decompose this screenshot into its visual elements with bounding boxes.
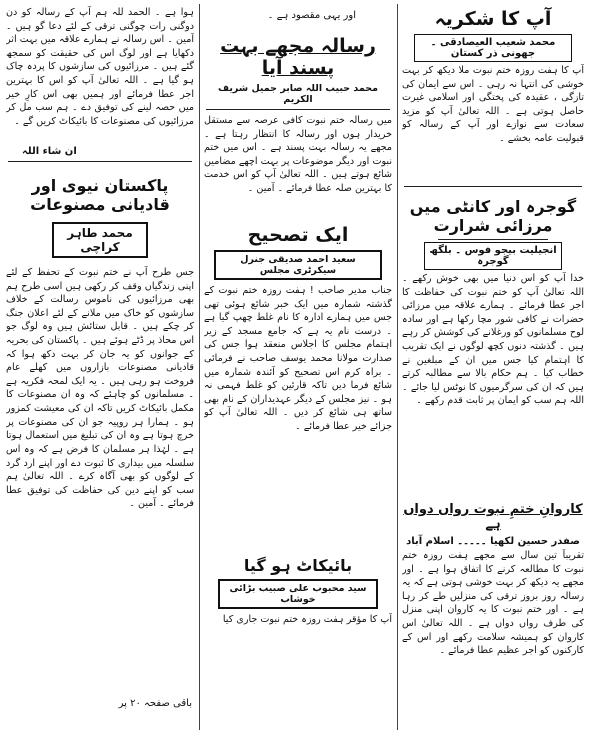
gojra-heading: گوجرہ اور کانٹی میں مرزائی شرارت [409,197,577,235]
gojra-body: خدا آپ کو اس دنیا میں بھی خوش رکھے ۔ اللہ تعالیٰ آپ کو ختم نبوت کی حفاظت کا اجر عطا فرمائے ۔ ہمارے علاقہ میں مرزائی حضرات نے کافی شور مچا رکھا ہے اور سادہ لوح مسلمانوں کو ورغلانے کی کوشش کر رہے ہیں ۔ گذشتہ دنوں کچھ لوگوں نے ایک تقریب کا اہتمام کیا جس میں ان کے مبلغین نے خطاب کیا ۔ ہم حکام بالا سے مطالبہ کرتے ہیں کہ ان کی سرگرمیوں کا نوٹس لیا جائے ۔ اللہ ہم سب کو ایمان پر ثابت قدم رکھے ۔ [402,273,584,407]
middle-column [200,0,396,733]
products-body: جس طرح آپ نے ختم نبوت کے تحفظ کے لئے اپنی زندگیاں وقف کر رکھی ہیں اسی طرح ہم بھی مرزائیوں کی ناموس رسالت کے خلاف سازشوں کو خاک میں ملانے کے لئے اعلان جنگ کر چکے ہیں ۔ قابل ستائش ہیں وہ لوگ جو اس محاذ پر ڈٹے ہوئے ہیں ۔ پاکستان کی بحریہ کے جوانوں کو یہ جان کر بہت دکھ ہوا کہ قادیانی مصنوعات بازاروں میں کھلے عام فروخت ہو رہی ہیں ۔ یہ ایک لمحہ فکریہ ہے ۔ مسلمانوں کو چاہئے کہ وہ ان مصنوعات کا مکمل بائیکاٹ کریں تاکہ ان کی معیشت کمزور ہو ۔ ہمارا ہر روپیہ جو ان کی مصنوعات پر خرچ ہوتا ہے وہ ان کی تبلیغ میں استعمال ہوتا ہے ۔ لہٰذا ہر مسلمان کا فرض ہے کہ وہ اس سلسلہ میں بیداری کا ثبوت دے اور اپنے ارد گرد کے لوگوں کو بھی آگاہ کرے ۔ اللہ تعالیٰ ہم سب کو اپنے دین کی حفاظت کی توفیق عطا فرمائے ۔ آمین ۔ [6,267,194,510]
right-column [398,0,588,733]
column-rule [199,4,200,730]
top-body: ہوا ہے ۔ الحمد للہ ہم آپ کے رسالہ کو دن دوگنی رات چوگنی ترقی کے لئے دعا گو ہیں ۔ آمین ۔ اس رسالہ نے ہمارے علاقہ میں بہت اثر دکھایا ہے اور لوگ اس کی حقیقت کو سمجھ گئے ہیں ۔ مرزائیوں کی سازشوں کا پردہ چاک ہو گیا ہے ۔ اللہ تعالیٰ آپ کو اس کا بہترین اجر عطا فرمائے اور ہمیں بھی اس کارِ خیر میں حصہ لینے کی توفیق دے ۔ ہم سب مل کر مرزائیوں کی مصنوعات کا بائیکاٹ کریں گے ۔ [6,7,194,127]
tasheeh-author: سعید احمد صدیقی جنرل سیکرٹری مجلس [214,250,382,280]
tasheeh-heading: ایک تصحیح [247,224,349,246]
thanks-heading: آپ کا شکریہ [434,8,552,30]
risala-heading: رسالہ مجھے بہت پسند آیا [220,35,376,79]
karwan-author: صفدر حسین لکھیا ۔۔۔۔۔ اسلام آباد [406,536,580,547]
baikat-author: سید محبوب علی صبیب بڑائی خوشاب [218,579,378,609]
left-column [2,0,198,733]
continued-note: باقی صفحہ ۲۰ پر [118,698,192,709]
gojra-author: انجیلیت بیجو فوس ۔ بلگھ گوجرہ [424,242,562,270]
karwan-heading: کاروانِ ختمِ نبوت رواں دواں ہے [403,502,583,532]
intro-line: اور یہی مقصود ہے ۔ [267,10,356,21]
products-author: محمد طاہر کراچی [52,222,148,258]
risala-body: میں رسالہ ختم نبوت کافی عرصہ سے مستقل خریدار ہوں اور رسالہ کا انتظار رہتا ہے ۔ مجھے یہ رسالہ بہت پسند ہے ۔ اس میں ختم نبوت اور دیگر موضوعات پر بہت اچھے مضامین شائع ہوتے ہیں ۔ اللہ تعالیٰ آپ کو اس خدمت کا بہترین صلہ عطا فرمائے ۔ آمین ۔ [204,115,392,195]
author-underline [206,109,390,110]
products-heading: پاکستان نیوی اور قادیانی مصنوعات [30,176,170,214]
section-divider [8,161,192,162]
section-divider [404,186,582,187]
baikat-heading: بائیکاٹ ہو گیا [243,556,353,575]
baikat-body: آپ کا مؤقر ہفت روزہ ختم نبوت جاری کیا [222,614,392,625]
thanks-author: محمد شعیب العیصادقی ۔ جھونی ذر کستان [414,34,572,62]
risala-author: محمد حبیب اللہ صابر جمیل شریف الکریم [218,83,378,105]
tasheeh-body: جناب مدیر صاحب ! ہفت روزہ ختم نبوت کے گذشتہ شمارہ میں ایک خبر شائع ہوئی تھی جس میں ہمارے ادارہ کا نام غلط چھپ گیا ہے ۔ درست نام یہ ہے کہ جامع مسجد کے زیر اہتمام مجلس کا اجلاس منعقد ہوا جس کی صدارت مولانا محمد یوسف صاحب نے فرمائی ۔ براہ کرم اس تصحیح کو آئندہ شمارہ میں شائع فرما دیں تاکہ قارئین کو غلط فہمی نہ ہو ۔ نیز مجلس کے دیگر عہدیداران کے نام بھی ساتھ ہی شائع کر دیں ۔ اللہ تعالیٰ آپ کو جزائے خیر عطا فرمائے ۔ [204,285,392,433]
karwan-body: تقریباً تین سال سے مجھے ہفت روزہ ختم نبوت کا مطالعہ کرنے کا اتفاق ہوا ہے ۔ اور مجھے یہ دیکھ کر بہت خوشی ہوتی ہے کہ یہ رسالہ روز بروز ترقی کی منزلیں طے کر رہا ہے ۔ اور ختم نبوت کا یہ کاروان اپنی منزل کی طرف رواں دواں ہے ۔ اللہ تعالیٰ اس کاروان کو ہمیشہ سلامت رکھے اور اس کے کارکنوں کو اجر عظیم عطا فرمائے ۔ [402,550,584,657]
heading-underline [438,239,548,240]
signature: ان شاء اللہ [22,146,77,157]
column-rule [397,4,398,730]
thanks-body: آپ کا ہفت روزہ ختم نبوت ملا دیکھ کر بہت خوشی کی انتہا نہ رہی ۔ اس سے ایمان کی تازگی ، عقیدہ کی پختگی اور اسلامی غیرت حاصل ہوتی ہے ۔ اللہ تعالیٰ آپ کو مزید سعادت سے نوازے اور آپ کے رسالہ کو قبولیت عامہ بخشے ۔ [402,65,584,145]
